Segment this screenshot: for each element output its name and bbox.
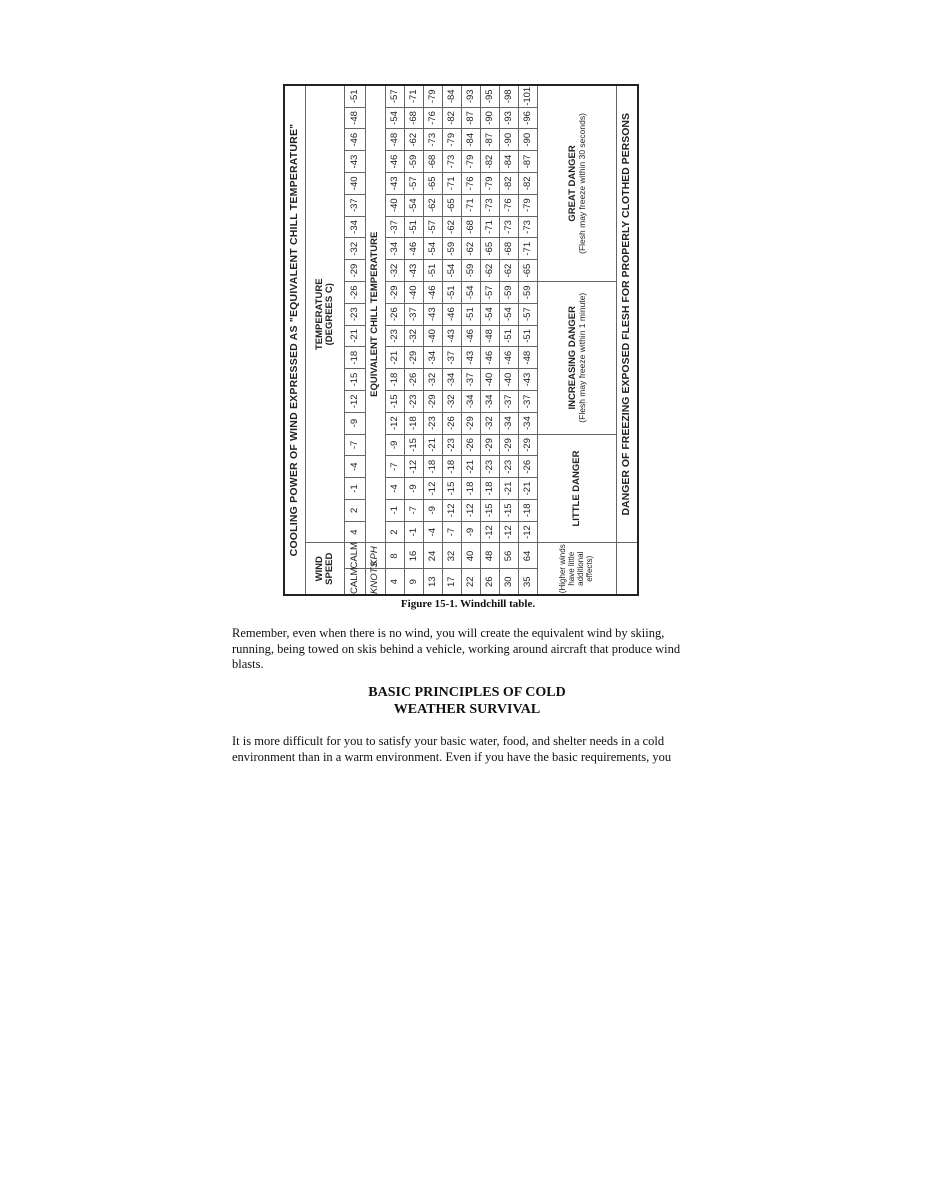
calm-knots-cell: CALM	[345, 569, 365, 595]
chill-value-cell: -84	[443, 85, 462, 107]
wind-speed-header: WIND SPEED	[306, 543, 345, 595]
chill-value-cell: -46	[500, 347, 519, 369]
higher-winds-note: (Higher winds have little additional effects)	[538, 543, 617, 595]
chill-value-cell: -90	[519, 129, 538, 151]
chill-value-cell: -65	[424, 172, 443, 194]
calm-temp-cell: -15	[345, 369, 365, 391]
chill-value-cell: -62	[405, 129, 424, 151]
danger-zone-title: INCREASING DANGER	[566, 306, 578, 410]
chill-value-cell: -71	[481, 216, 500, 238]
chill-value-cell: -57	[481, 281, 500, 303]
chill-value-cell: -29	[481, 434, 500, 456]
calm-temp-cell: -40	[345, 172, 365, 194]
calm-kph-cell: CALM	[345, 543, 365, 569]
section-heading	[232, 684, 702, 718]
calm-temp-cell: -32	[345, 238, 365, 260]
chill-value-cell: -23	[481, 456, 500, 478]
chill-value-cell: -96	[519, 107, 538, 129]
chill-value-cell: -40	[386, 194, 405, 216]
chill-value-cell: -12	[462, 499, 481, 521]
temperature-label: TEMPERATURE	[314, 278, 326, 351]
calm-temp-cell: -12	[345, 390, 365, 412]
chill-value-cell: -87	[519, 151, 538, 173]
danger-zone-title: GREAT DANGER	[566, 145, 578, 222]
chill-value-cell: -4	[386, 478, 405, 500]
chill-value-cell: -51	[405, 216, 424, 238]
chill-value-cell: -82	[519, 172, 538, 194]
chill-value-cell: -62	[462, 238, 481, 260]
chill-value-cell: -73	[424, 129, 443, 151]
chill-value-cell: -21	[519, 478, 538, 500]
chill-value-cell: -54	[443, 260, 462, 282]
chill-value-cell: -43	[462, 347, 481, 369]
kph-cell: 56	[500, 543, 519, 569]
chill-value-cell: -21	[424, 434, 443, 456]
chill-value-cell: -9	[462, 521, 481, 543]
chill-value-cell: -9	[405, 478, 424, 500]
knots-cell: 17	[443, 569, 462, 595]
equivalent-chill-header: EQUIVALENT CHILL TEMPERATURE	[365, 85, 385, 543]
calm-temp-cell: -51	[345, 85, 365, 107]
chill-value-cell: -68	[424, 151, 443, 173]
chill-value-cell: -40	[481, 369, 500, 391]
chill-value-cell: -59	[405, 151, 424, 173]
chill-value-cell: -7	[405, 499, 424, 521]
chill-value-cell: -57	[386, 85, 405, 107]
chill-value-cell: -15	[443, 478, 462, 500]
chill-value-cell: -23	[500, 456, 519, 478]
table-row	[462, 85, 481, 595]
chill-value-cell: -46	[386, 151, 405, 173]
chill-value-cell: -12	[424, 478, 443, 500]
chill-value-cell: -84	[462, 129, 481, 151]
windchill-table-figure	[283, 84, 639, 596]
calm-row	[345, 85, 365, 595]
chill-value-cell: -4	[424, 521, 443, 543]
chill-value-cell: -65	[481, 238, 500, 260]
chill-value-cell: -26	[519, 456, 538, 478]
temperature-header	[306, 85, 345, 543]
chill-value-cell: -73	[443, 151, 462, 173]
chill-value-cell: -84	[500, 151, 519, 173]
chill-value-cell: -79	[462, 151, 481, 173]
chill-value-cell: -23	[405, 390, 424, 412]
section-heading-line-1: BASIC PRINCIPLES OF COLD	[368, 685, 566, 700]
kph-cell: 32	[443, 543, 462, 569]
table-row	[500, 85, 519, 595]
kph-cell: 48	[481, 543, 500, 569]
chill-value-cell: -43	[443, 325, 462, 347]
chill-value-cell: -79	[424, 85, 443, 107]
knots-cell: 9	[405, 569, 424, 595]
chill-value-cell: -18	[443, 456, 462, 478]
chill-value-cell: -32	[424, 369, 443, 391]
chill-value-cell: -37	[519, 390, 538, 412]
chill-value-cell: -73	[519, 216, 538, 238]
chill-value-cell: -59	[519, 281, 538, 303]
chill-value-cell: -68	[462, 216, 481, 238]
chill-value-cell: -54	[424, 238, 443, 260]
table-row	[386, 85, 405, 595]
chill-value-cell: -26	[462, 434, 481, 456]
kph-header: KPH	[365, 543, 385, 569]
chill-value-cell: -37	[386, 216, 405, 238]
chill-value-cell: -57	[519, 303, 538, 325]
footer-blank-cell	[617, 543, 639, 595]
chill-value-cell: -32	[405, 325, 424, 347]
chill-value-cell: -87	[462, 107, 481, 129]
chill-value-cell: -40	[500, 369, 519, 391]
chill-value-cell: -68	[405, 107, 424, 129]
kph-cell: 8	[386, 543, 405, 569]
chill-value-cell: -59	[462, 260, 481, 282]
kph-cell: 64	[519, 543, 538, 569]
chill-value-cell: -43	[519, 369, 538, 391]
chill-value-cell: -65	[519, 260, 538, 282]
chill-value-cell: -12	[405, 456, 424, 478]
table-row	[443, 85, 462, 595]
chill-value-cell: -26	[443, 412, 462, 434]
calm-temp-cell: -37	[345, 194, 365, 216]
chill-value-cell: -29	[424, 390, 443, 412]
chill-value-cell: -23	[386, 325, 405, 347]
chill-value-cell: -48	[386, 129, 405, 151]
chill-value-cell: -46	[424, 281, 443, 303]
chill-value-cell: -15	[500, 499, 519, 521]
chill-value-cell: -15	[405, 434, 424, 456]
chill-value-cell: -59	[443, 238, 462, 260]
calm-temp-cell: -34	[345, 216, 365, 238]
chill-value-cell: -43	[424, 303, 443, 325]
chill-value-cell: -1	[405, 521, 424, 543]
chill-value-cell: -73	[481, 194, 500, 216]
knots-cell: 4	[386, 569, 405, 595]
chill-value-cell: -29	[500, 434, 519, 456]
chill-value-cell: -40	[424, 325, 443, 347]
chill-value-cell: -34	[519, 412, 538, 434]
chill-value-cell: -51	[462, 303, 481, 325]
calm-temp-cell: -4	[345, 456, 365, 478]
calm-temp-cell: -23	[345, 303, 365, 325]
chill-value-cell: -34	[462, 390, 481, 412]
chill-value-cell: -68	[500, 238, 519, 260]
figure-caption: Figure 15-1. Windchill table.	[400, 598, 536, 610]
kph-cell: 16	[405, 543, 424, 569]
chill-value-cell: -1	[386, 499, 405, 521]
chill-value-cell: -82	[500, 172, 519, 194]
chill-value-cell: -62	[424, 194, 443, 216]
chill-value-cell: -51	[519, 325, 538, 347]
table-row	[405, 85, 424, 595]
chill-value-cell: -18	[519, 499, 538, 521]
chill-value-cell: -18	[405, 412, 424, 434]
chill-value-cell: -26	[405, 369, 424, 391]
chill-value-cell: -18	[462, 478, 481, 500]
calm-temp-cell: -43	[345, 151, 365, 173]
chill-value-cell: 2	[386, 521, 405, 543]
chill-value-cell: -90	[481, 107, 500, 129]
chill-value-cell: -23	[443, 434, 462, 456]
chill-value-cell: -93	[500, 107, 519, 129]
chill-value-cell: -51	[443, 281, 462, 303]
chill-value-cell: -71	[405, 85, 424, 107]
chill-value-cell: -54	[500, 303, 519, 325]
chill-value-cell: -71	[462, 194, 481, 216]
chill-value-cell: -76	[462, 172, 481, 194]
chill-value-cell: -7	[386, 456, 405, 478]
knots-cell: 13	[424, 569, 443, 595]
calm-temp-cell: -46	[345, 129, 365, 151]
chill-value-cell: -76	[500, 194, 519, 216]
chill-value-cell: -59	[500, 281, 519, 303]
chill-value-cell: -62	[443, 216, 462, 238]
chill-value-cell: -7	[443, 521, 462, 543]
chill-value-cell: -32	[386, 260, 405, 282]
danger-zone-row	[538, 85, 617, 595]
chill-value-cell: -79	[519, 194, 538, 216]
chill-value-cell: -62	[481, 260, 500, 282]
danger-zone-note: (Flesh may freeze within 1 minute)	[576, 292, 587, 423]
chill-value-cell: -34	[443, 369, 462, 391]
chill-value-cell: -12	[500, 521, 519, 543]
chill-value-cell: -26	[386, 303, 405, 325]
calm-temp-cell: -48	[345, 107, 365, 129]
chill-value-cell: -98	[500, 85, 519, 107]
chill-value-cell: -65	[443, 194, 462, 216]
knots-cell: 35	[519, 569, 538, 595]
chill-value-cell: -32	[481, 412, 500, 434]
chill-value-cell: -18	[481, 478, 500, 500]
chill-value-cell: -9	[424, 499, 443, 521]
chill-value-cell: -29	[462, 412, 481, 434]
chill-value-cell: -82	[443, 107, 462, 129]
danger-zone-increasing	[538, 281, 617, 434]
calm-temp-cell: -18	[345, 347, 365, 369]
danger-zone-little	[538, 434, 617, 543]
chill-value-cell: -79	[481, 172, 500, 194]
chill-value-cell: -29	[519, 434, 538, 456]
chill-value-cell: -12	[443, 499, 462, 521]
chill-value-cell: -37	[462, 369, 481, 391]
chill-value-cell: -15	[386, 390, 405, 412]
chill-value-cell: -51	[424, 260, 443, 282]
knots-cell: 26	[481, 569, 500, 595]
chill-value-cell: -23	[424, 412, 443, 434]
chill-value-cell: -40	[405, 281, 424, 303]
chill-value-cell: -15	[481, 499, 500, 521]
chill-value-cell: -32	[443, 390, 462, 412]
chill-value-cell: -46	[481, 347, 500, 369]
knots-cell: 30	[500, 569, 519, 595]
chill-value-cell: -21	[386, 347, 405, 369]
chill-value-cell: -93	[462, 85, 481, 107]
chill-value-cell: -46	[462, 325, 481, 347]
danger-zone-note: (Flesh may freeze within 30 seconds)	[576, 113, 587, 254]
chill-value-cell: -21	[462, 456, 481, 478]
body-paragraph-2: It is more difficult for you to satisfy your basic water, food, and shelter needs in a cold environment than in a warm environment. Even if you have the basic requirements, you	[232, 734, 672, 764]
calm-temp-cell: -26	[345, 281, 365, 303]
table-footer: DANGER OF FREEZING EXPOSED FLESH FOR PROPERLY CLOTHED PERSONS	[617, 85, 639, 543]
table-row	[481, 85, 500, 595]
chill-value-cell: -62	[500, 260, 519, 282]
calm-temp-cell: -21	[345, 325, 365, 347]
chill-value-cell: -48	[519, 347, 538, 369]
chill-value-cell: -71	[519, 238, 538, 260]
chill-value-cell: -12	[386, 412, 405, 434]
knots-cell: 22	[462, 569, 481, 595]
danger-zone-great	[538, 85, 617, 281]
table-row	[424, 85, 443, 595]
calm-temp-cell: 2	[345, 499, 365, 521]
chill-value-cell: -34	[386, 238, 405, 260]
kph-cell: 24	[424, 543, 443, 569]
body-paragraph-1: Remember, even when there is no wind, you will create the equivalent wind by skiing, running, being towed on skis behind a vehicle, working around aircraft that produce wind blasts.	[232, 626, 681, 671]
chill-value-cell: -9	[386, 434, 405, 456]
temperature-unit: (DEGREES C)	[324, 283, 336, 346]
chill-value-cell: -29	[405, 347, 424, 369]
chill-value-cell: -34	[500, 412, 519, 434]
chill-value-cell: -18	[386, 369, 405, 391]
calm-temp-cell: -29	[345, 260, 365, 282]
chill-value-cell: -76	[424, 107, 443, 129]
chill-value-cell: -48	[481, 325, 500, 347]
chill-value-cell: -37	[500, 390, 519, 412]
chill-value-cell: -51	[500, 325, 519, 347]
table-row	[519, 85, 538, 595]
chill-value-cell: -12	[519, 521, 538, 543]
chill-value-cell: -34	[481, 390, 500, 412]
footer-row	[617, 85, 639, 595]
knots-header: KNOTS	[365, 569, 385, 595]
chill-value-cell: -37	[405, 303, 424, 325]
calm-temp-cell: -1	[345, 478, 365, 500]
chill-value-cell: -12	[481, 521, 500, 543]
chill-value-cell: -90	[500, 129, 519, 151]
calm-temp-cell: 4	[345, 521, 365, 543]
chill-value-cell: -54	[481, 303, 500, 325]
chill-value-cell: -73	[500, 216, 519, 238]
chill-value-cell: -54	[405, 194, 424, 216]
chill-value-cell: -57	[424, 216, 443, 238]
table-title: COOLING POWER OF WIND EXPRESSED AS "EQUIVALENT CHILL TEMPERATURE"	[284, 85, 306, 595]
chill-value-cell: -21	[500, 478, 519, 500]
kph-cell: 40	[462, 543, 481, 569]
chill-value-cell: -43	[405, 260, 424, 282]
chill-value-cell: -71	[443, 172, 462, 194]
chill-value-cell: -95	[481, 85, 500, 107]
chill-value-cell: -34	[424, 347, 443, 369]
windchill-table	[283, 84, 639, 596]
chill-value-cell: -87	[481, 129, 500, 151]
chill-value-cell: -82	[481, 151, 500, 173]
chill-value-cell: -46	[405, 238, 424, 260]
chill-value-cell: -18	[424, 456, 443, 478]
chill-value-cell: -43	[386, 172, 405, 194]
chill-value-cell: -54	[386, 107, 405, 129]
calm-temp-cell: -7	[345, 434, 365, 456]
chill-value-cell: -79	[443, 129, 462, 151]
section-heading-line-2: WEATHER SURVIVAL	[393, 702, 541, 717]
chill-value-cell: -54	[462, 281, 481, 303]
chill-value-cell: -57	[405, 172, 424, 194]
calm-temp-cell: -9	[345, 412, 365, 434]
chill-value-cell: -29	[386, 281, 405, 303]
chill-value-cell: -46	[443, 303, 462, 325]
danger-zone-title: LITTLE DANGER	[571, 450, 583, 527]
chill-value-cell: -101	[519, 85, 538, 107]
chill-value-cell: -37	[443, 347, 462, 369]
